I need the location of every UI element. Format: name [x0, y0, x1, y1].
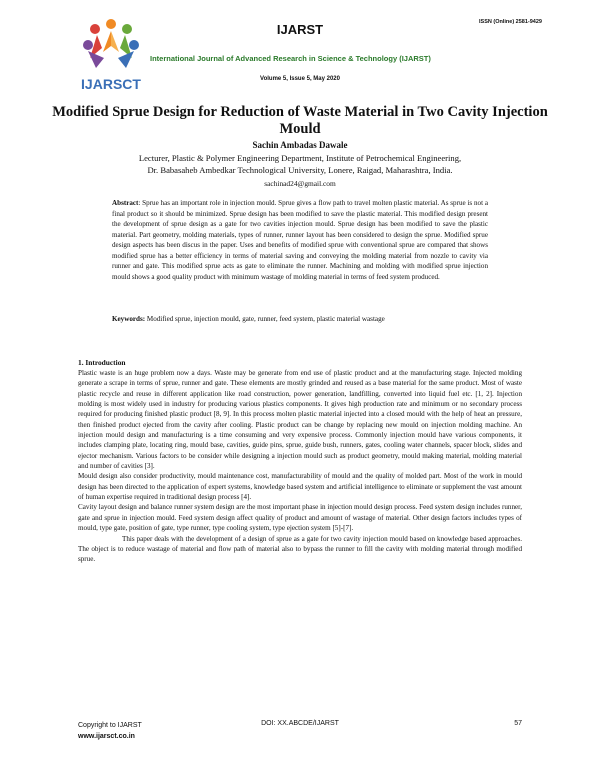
introduction-body	[78, 368, 522, 565]
doi: DOI: XX.ABCDE/IJARST	[261, 720, 339, 727]
page-number: 57	[514, 720, 522, 727]
abstract	[112, 198, 488, 282]
copyright: Copyright to IJARST	[78, 722, 142, 729]
keywords-text: Modified sprue, injection mould, gate, runner, feed system, plastic material wastage	[145, 315, 385, 323]
paragraph: This paper deals with the development of a design of sprue as a gate for two cavity injection mould based on knowledge based approaches. The object is to reduce wastage of material and flow path of material also to bypass the runner to fill the cavity with molding material through modified sprue.	[78, 534, 522, 564]
abstract-label: Abstract	[112, 199, 139, 207]
author-email[interactable]: sachinad24@gmail.com	[264, 179, 336, 188]
affiliation	[40, 152, 560, 176]
abstract-text: : Sprue has an important role in injection mould. Sprue gives a flow path to travel molten plastic material. As sprue is not a final product so it should be minimized. Sprue design has been modified to save the plastic material. This modified design present the development of sprue design as a gate for two cavities injection mould. Sprue design has been modified to save the plastic material. Part geometry, molding materials, types of runner, runner layout has been considered to design the sprue. Modified sprue design aspects has been discus in the paper. Uses and benefits of modified sprue with conventional sprue are compared that shows modified sprue has a better efficiency in terms of material saving and conveying the molding material from nozzle to cavity via runner and gate. This modified sprue acts as gate to eliminate the runner. Machining and molding with modified sprue injection mould shows a good quality product with minimum wastage of molding material in terms of feed system produced.	[112, 199, 488, 281]
section-heading: 1. Introduction	[78, 358, 126, 367]
paragraph: Mould design also consider productivity, mould maintenance cost, manufacturability of mould and the quality of molded part. Most of the work in mould design has been directed to the application of expert systems, knowledge based system and artificial intelligence to eliminate or supplement the vast amount of human expertise required in traditional design process [4].	[78, 472, 522, 502]
issn: ISSN (Online) 2581-9429	[479, 19, 542, 25]
logo-text: IJARSCT	[81, 76, 141, 92]
author-name: Sachin Ambadas Dawale	[252, 140, 348, 150]
keywords	[112, 315, 488, 323]
paragraph: Cavity layout design and balance runner system design are the most important phase in injection mould design process. Feed system design includes runner, gate and sprue in injection mould. Feed system design affect quality of product and amount of wastage of material. Other design factors includes types of mould, type gate, position of gate, type runner, type cooling system, type ejection system [5]-[7].	[78, 503, 522, 533]
affiliation-line-1: Lecturer, Plastic & Polymer Engineering Department, Institute of Petrochemical Engineering,	[138, 153, 462, 163]
paragraph: Plastic waste is an huge problem now a days. Waste may be generate from end use of plastic product and at the manufacturing stage. Injected molding generate a scrape in terms of sprue, runner and gate. These elements are mostly grinded and reused as a base material for the same product. Most of waste plastic recycle and reuse in different application like road construction, power generation, landfilling, converted into liquid fuel etc. [1, 2]. Injection molding is most widely used in industry for producing various plastics components. It gives high production rate and minimum or no secondary process required for producing finished plastic product [8, 9]. In this process molten plastic material injected into a closed mould with the help of heat an pressure, then finished product ejected from the cavity after cooling. Plastic product can be change by replacing new mould on injection molding machine. An injection mould design and manufacturing is a time consuming and very expensive process. Commonly injection mould have various components, it includes clamping plate, locating ring, mould base, cavities, guide pins, sprue, guide bush, runners, gates, cooling water channels, spacer block, slides and ejector mechanism. Various factors to be consider while designing a injection mould such as product geometry, mould making material, molding material and number of cavities [3].	[78, 369, 522, 471]
website-link[interactable]: www.ijarsct.co.in	[78, 733, 135, 740]
volume-issue: Volume 5, Issue 5, May 2020	[260, 76, 340, 82]
journal-full-name: International Journal of Advanced Research in Science & Technology (IJARST)	[150, 54, 431, 63]
affiliation-line-2: Dr. Babasaheb Ambedkar Technological University, Lonere, Raigad, Maharashtra, India.	[147, 165, 453, 175]
journal-short-name: IJARST	[276, 22, 324, 37]
keywords-label: Keywords:	[112, 315, 146, 323]
paper-title: Modified Sprue Design for Reduction of Waste Material in Two Cavity Injection Mould	[52, 104, 548, 137]
